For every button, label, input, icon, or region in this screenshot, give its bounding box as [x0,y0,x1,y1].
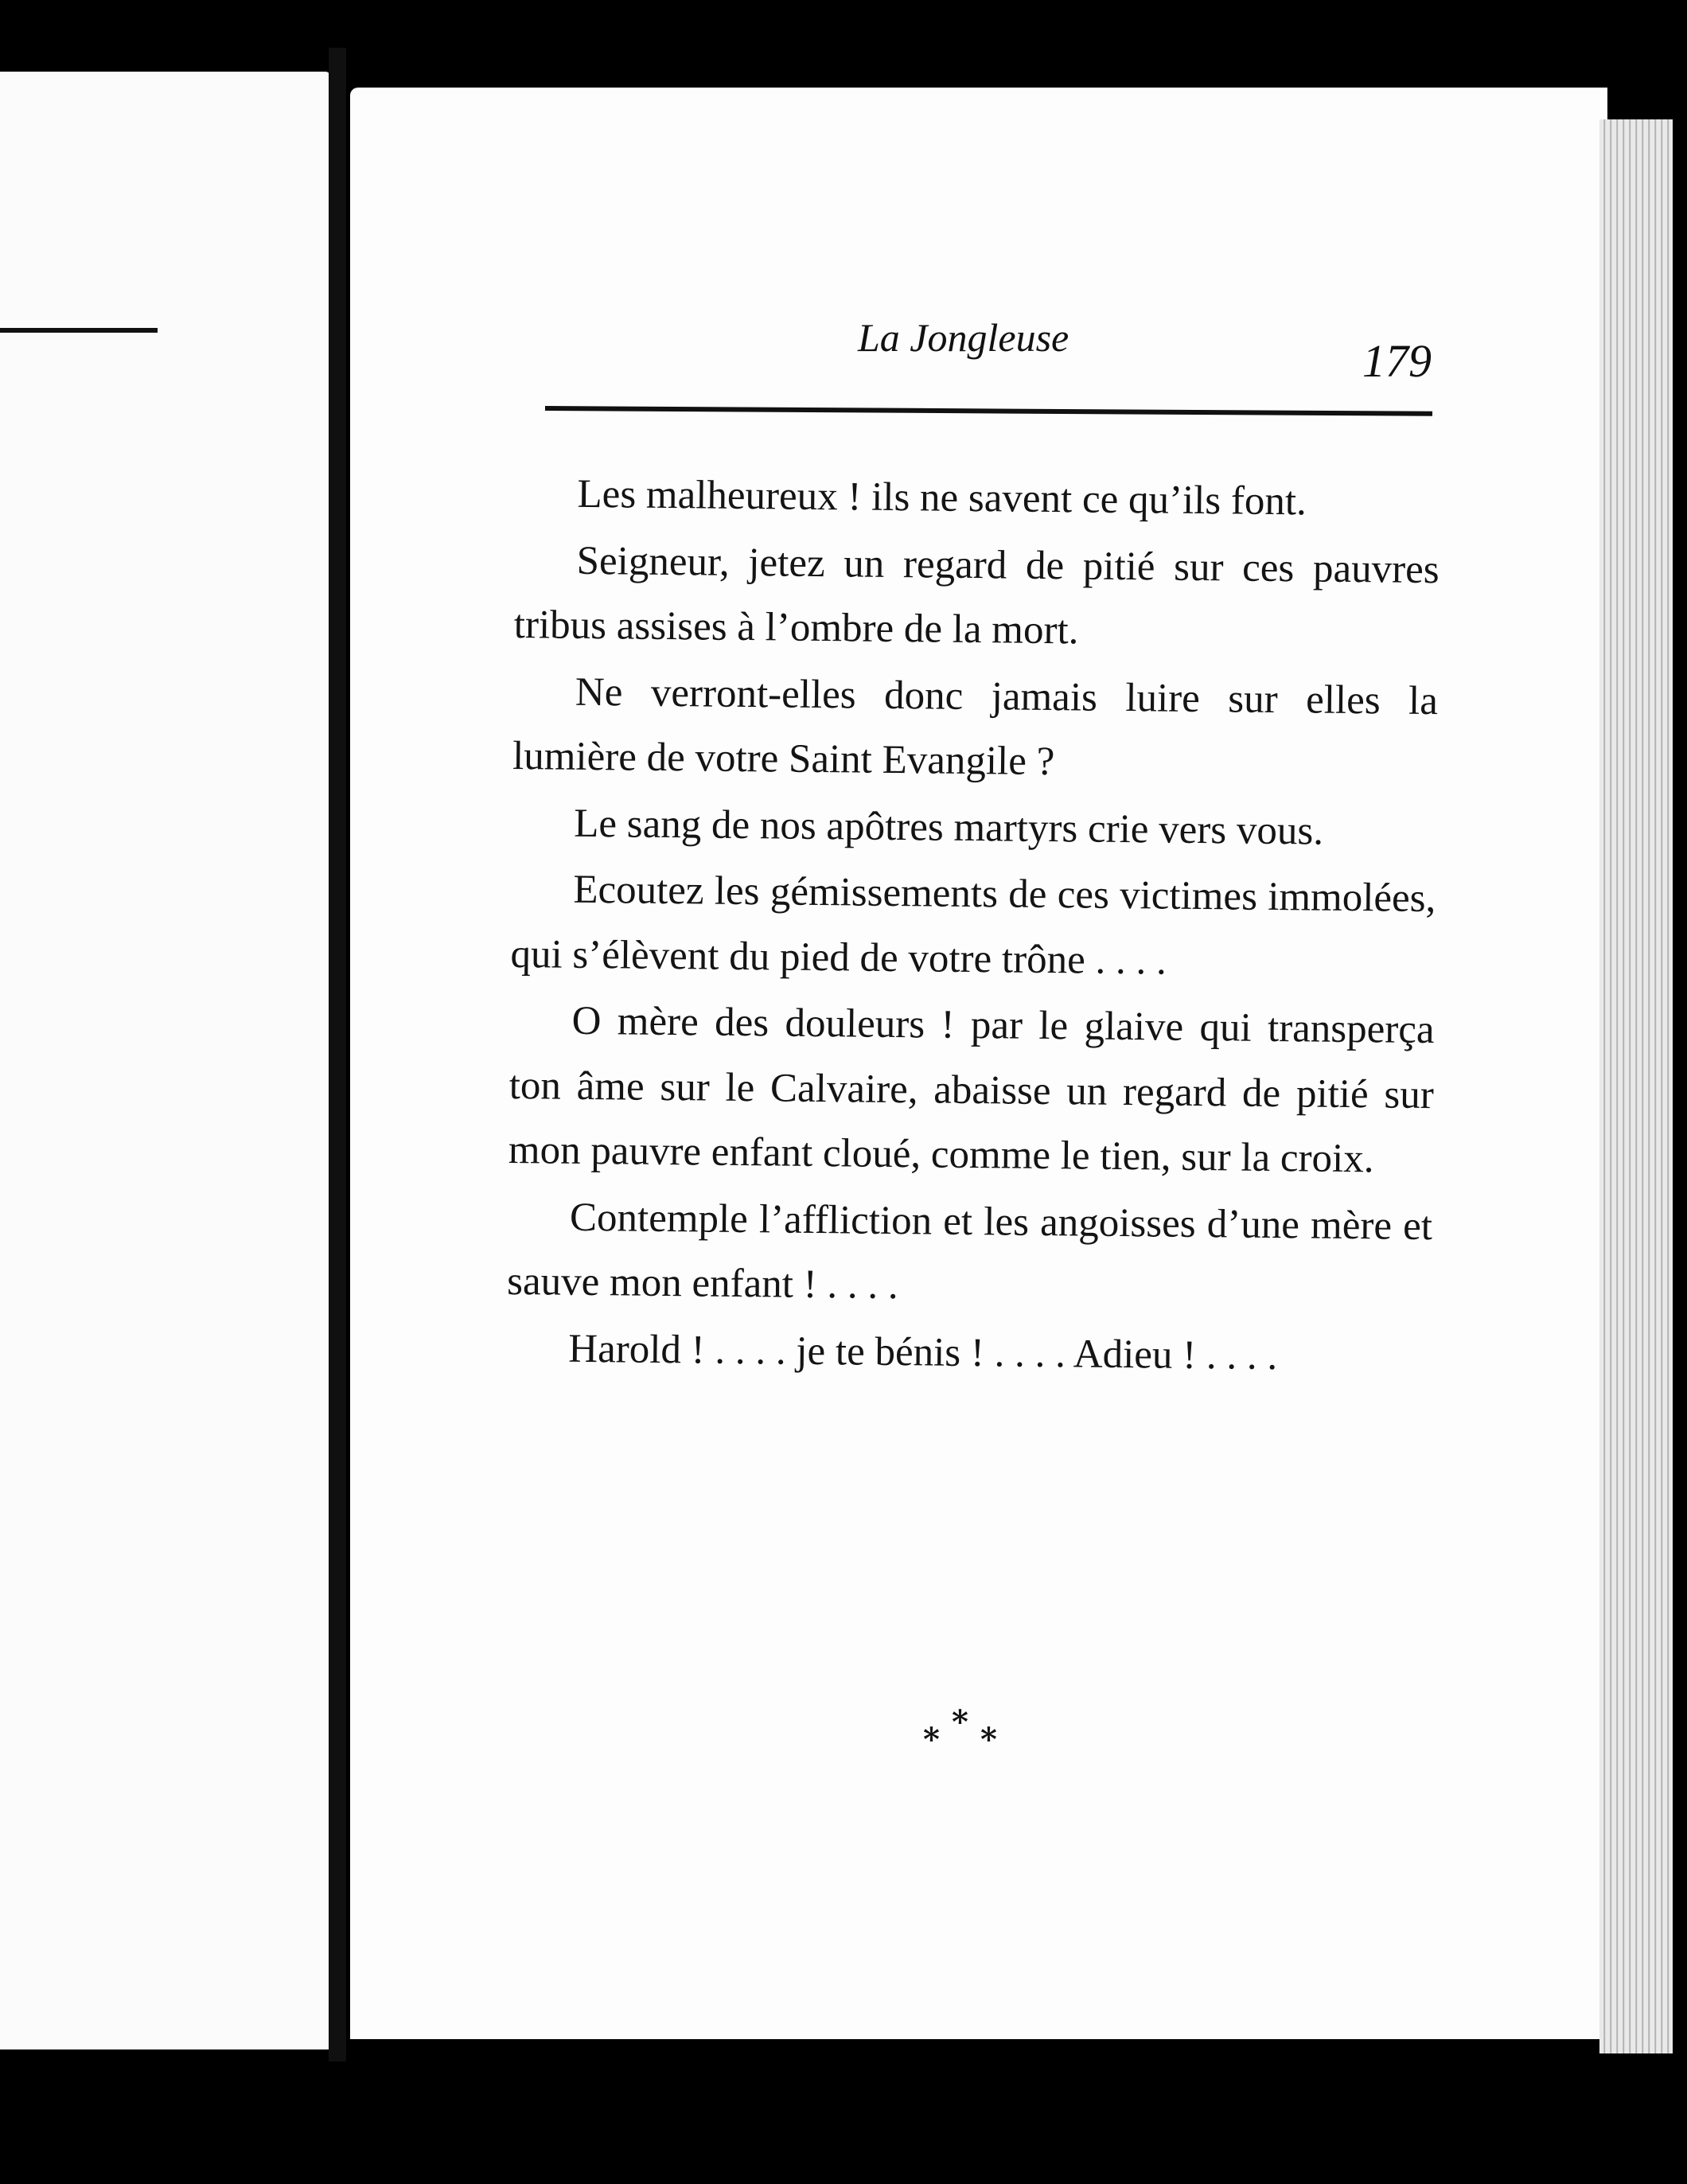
paragraph: Ne verront-elles donc jamais luire sur elles la lumière de votre Saint Evangile ? [512,669,1439,785]
left-page-header-rule [0,328,158,333]
left-page [0,72,330,2049]
paragraph: O mère des douleurs ! par le glaive qui transperça ton âme sur le Calvaire, abaisse un regard de pitié sur mon pauvre enfant cloué, comme le tien, sur la croix. [508,998,1435,1182]
paragraph: Les malheureux ! ils ne savent ce qu’ils font. [577,471,1307,525]
page-edges [1599,119,1673,2053]
asterisk-icon: * [952,1703,968,1741]
asterisk-icon: * [980,1721,997,1758]
paragraph: Le sang de nos apôtres martyrs crie vers vous. [573,801,1324,854]
asterisk-icon: * [923,1721,940,1758]
running-title: La Jongleuse [858,315,1069,360]
page-number: 179 [1362,335,1432,387]
book-gutter [329,48,346,2061]
paragraph: Ecoutez les gémissements de ces victimes immolées, qui s’élèvent du pied de votre trône . . . . [510,867,1436,984]
paragraph: Seigneur, jetez un regard de pitié sur ces pauvres tribus assises à l’ombre de la mort. [513,538,1440,653]
paragraph: Contemple l’affliction et les angoisses d’une mère et sauve mon enfant ! . . . . [506,1195,1433,1308]
paragraph: Harold ! . . . . je te bénis ! . . . . Adieu ! . . . . [568,1326,1278,1379]
body-text [506,462,1440,1390]
asterism-ornament [923,1703,1003,1767]
